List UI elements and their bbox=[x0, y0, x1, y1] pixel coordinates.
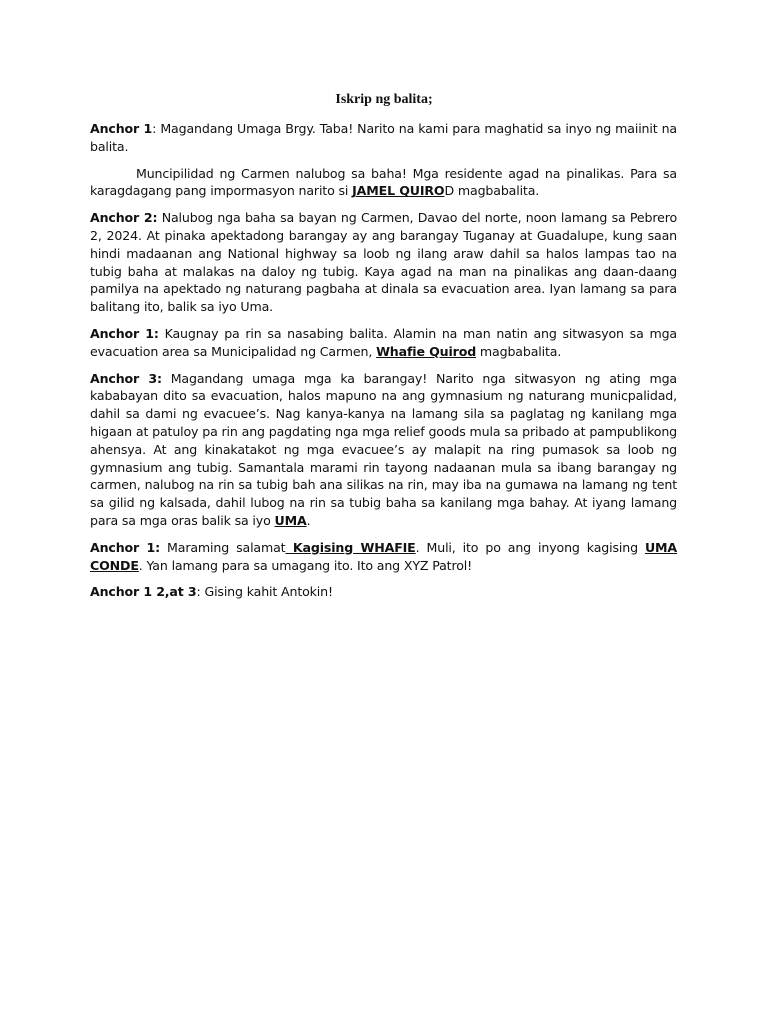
paragraph-text: magbabalita. bbox=[476, 343, 562, 359]
paragraph-text: Kaugnay pa rin sa nasabing balita. Alamin na man natin ang sitwasyon sa mga evacuation area sa Municipalidad ng Carmen, bbox=[90, 325, 677, 359]
anchor-name: UMA CONDE bbox=[90, 539, 677, 573]
paragraph-anchor-2-report bbox=[90, 209, 677, 316]
speaker-label: Anchor 1: bbox=[90, 539, 161, 555]
paragraph-headline bbox=[90, 165, 677, 201]
paragraph-text: Magandang umaga mga ka barangay! Narito nga sitwasyon ng ating mga kababayan dito sa evacuation, halos mapuno na ang gymnasium ng naturang municpalidad, dahil sa dami ng evacuee’s. Nag kanya-kanya na lamang sila sa paglatag ng kanilang mga higaan at patuloy pa rin ang pagdating nga mga relief goods mula sa pribado at pampublikong ahensya. At ang kinakatakot ng mga evacuee’s ay malapit na ring pumasok sa loob ng gymnasium ang tubig. Samantala marami rin tayong nadaanan mula sa ibang barangay ng carmen, nalubog na rin sa tubig bah ana silikas na rin, may iba na gumawa na lamang ng tent sa gilid ng kalsada, dahil lubog na rin sa tubig baha sa kanilang mga bahay. At iyang lamang para sa mga oras balik sa iyo bbox=[90, 370, 677, 528]
paragraph-anchor-1-closing bbox=[90, 539, 677, 575]
paragraph-anchor-3-report bbox=[90, 370, 677, 530]
speaker-label: Anchor 1 bbox=[90, 121, 153, 136]
speaker-label: Anchor 1: bbox=[90, 325, 159, 341]
reporter-name: Whafie Quirod bbox=[376, 343, 477, 359]
document-title: Iskrip ng balita; bbox=[335, 92, 433, 107]
speaker-label: Anchor 2: bbox=[90, 210, 158, 226]
paragraph-anchor-1-intro bbox=[90, 120, 677, 156]
paragraph-text: D magbabalita. bbox=[444, 183, 540, 199]
paragraph-anchor-1-followup bbox=[90, 325, 677, 361]
paragraph-text: . Yan lamang para sa umagang ito. Ito ang XYZ Patrol! bbox=[138, 557, 473, 573]
anchor-name: UMA bbox=[274, 512, 307, 528]
reporter-name: Kagising WHAFIE bbox=[285, 539, 416, 555]
reporter-name: JAMEL QUIRO bbox=[352, 183, 445, 199]
script-body bbox=[90, 120, 677, 610]
paragraph-text: Maraming salamat bbox=[160, 539, 286, 555]
paragraph-text: Muncipilidad ng Carmen nalubog sa baha! Mga residente agad na pinalikas. Para sa karagdagang pang impormasyon narito si bbox=[90, 165, 677, 199]
paragraph-text: : Magandang Umaga Brgy. Taba! Narito na kami para maghatid sa inyo ng maiinit na balita. bbox=[90, 121, 677, 154]
paragraph-text: . bbox=[306, 512, 311, 528]
speaker-label: Anchor 1 2,at 3 bbox=[90, 584, 197, 600]
paragraph-text: . Muli, ito po ang inyong kagising bbox=[415, 539, 645, 555]
speaker-label: Anchor 3: bbox=[90, 370, 162, 386]
paragraph-sign-off bbox=[90, 583, 677, 601]
paragraph-text: Nalubog nga baha sa bayan ng Carmen, Davao del norte, noon lamang sa Pebrero 2, 2024. At pinaka apektadong barangay ay ang barangay Tuganay at Guadalupe, kung saan hindi madaanan ang National highway sa loob ng ilang araw dahil sa halos lampas tao na tubig baha at malakas na daloy ng tubig. Kaya agad na man na pinalikas ang daan-daang pamilya na apektado ng naturang pagbaha at dinala sa evacuation area. Iyan lamang sa para balitang ito, balik sa iyo Uma. bbox=[90, 210, 678, 315]
paragraph-text: : Gising kahit Antokin! bbox=[196, 584, 333, 600]
